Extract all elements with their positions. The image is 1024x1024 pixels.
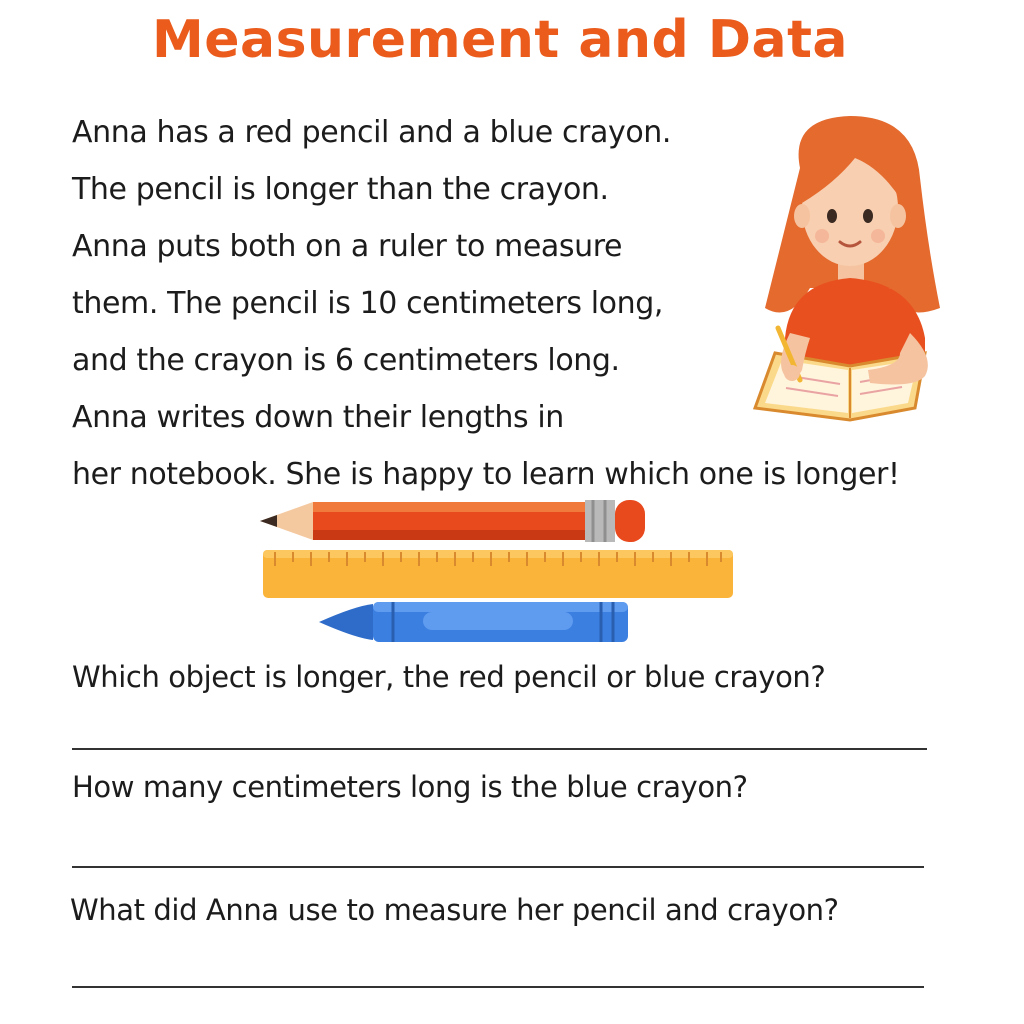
story-line: Anna puts both on a ruler to measure [72,229,623,264]
red-pencil-icon [260,500,645,542]
story-line: them. The pencil is 10 centimeters long, [72,286,664,321]
story-line: Anna writes down their lengths in [72,400,564,435]
question-1: Which object is longer, the red pencil or blue crayon? [72,660,826,694]
answer-line-3[interactable] [72,986,924,988]
question-2: How many centimeters long is the blue crayon? [72,770,748,804]
page-title: Measurement and Data [151,10,849,70]
story-line: her notebook. She is happy to learn which one is longer! [72,457,900,492]
story-line: The pencil is longer than the crayon. [72,172,609,207]
story-line: and the crayon is 6 centimeters long. [72,343,620,378]
question-3: What did Anna use to measure her pencil and crayon? [70,893,839,927]
girl-writing-illustration [750,108,950,428]
ruler-icon [263,550,733,598]
answer-line-1[interactable] [72,748,927,750]
measuring-supplies-illustration [255,492,745,647]
answer-line-2[interactable] [72,866,924,868]
story-line: Anna has a red pencil and a blue crayon. [72,115,672,150]
blue-crayon-icon [319,602,628,642]
